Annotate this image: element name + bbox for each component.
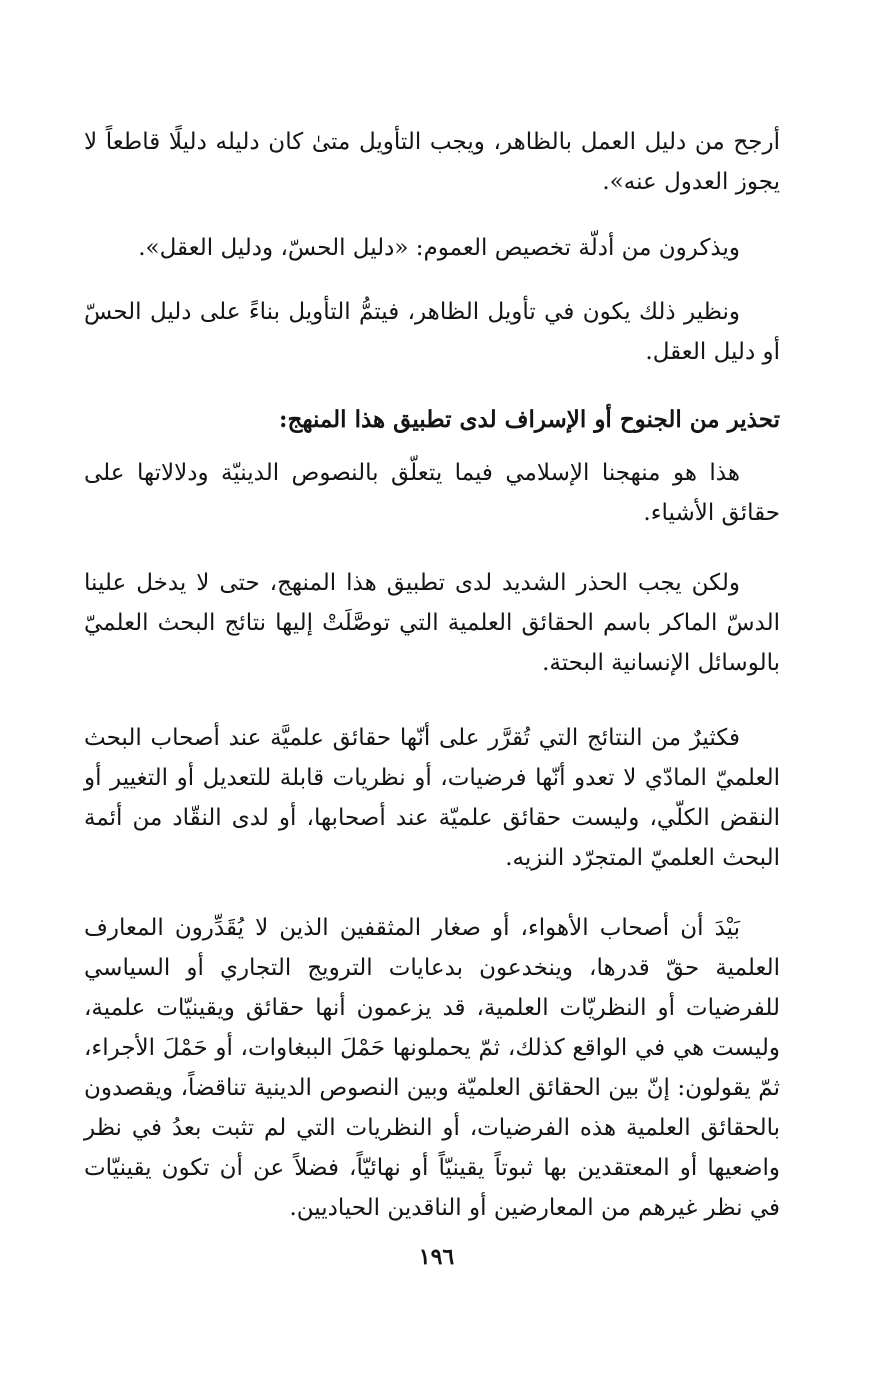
section-heading: تحذير من الجنوح أو الإسراف لدى تطبيق هذا المنهج:	[279, 406, 780, 433]
paragraph-specification-evidence: ويذكرون من أدلّة تخصيص العموم: «دليل الحسّ، ودليل العقل».	[138, 235, 740, 261]
paragraph-hypotheses: فكثيرٌ من النتائج التي تُقرَّر على أنّها حقائق علميَّة عند أصحاب البحث العلميّ المادّي لا تعدو أنّها فرضيات، أو نظريات قابلة للتعديل أو التغيير أو النقض الكلّي، وليست حقائق علميّة عند أصحابها، أو لدى النقّاد من أئمة البحث العلميّ المتجرّد النزيه.	[84, 725, 780, 871]
paragraph-caution: ولكن يجب الحذر الشديد لدى تطبيق هذا المنهج، حتى لا يدخل علينا الدسّ الماكر باسم الحقائق العلمية التي توصَّلَتْ إليها نتائج البحث العلميّ بالوسائل الإنسانية البحتة.	[84, 570, 780, 676]
paragraph-method: هذا هو منهجنا الإسلامي فيما يتعلّق بالنصوص الدينيّة ودلالاتها على حقائق الأشياء.	[84, 460, 780, 526]
paragraph-continuation: أرجح من دليل العمل بالظاهر، ويجب التأويل متىٰ كان دليله دليلًا قاطعاً لا يجوز العدول عنه».	[84, 129, 780, 195]
page-number: ١٩٦	[418, 1244, 455, 1270]
paragraph-interpretation: ونظير ذلك يكون في تأويل الظاهر، فيتمُّ التأويل بناءً على دليل الحسّ أو دليل العقل.	[84, 299, 780, 365]
paragraph-claims: بَيْدَ أن أصحاب الأهواء، أو صغار المثقفين الذين لا يُقَدِّرون المعارف العلمية حقّ قدرها، وينخدعون بدعايات الترويج التجاري أو السياسي للفرضيات أو النظريّات العلمية، قد يزعمون أنها حقائق ويقينيّات علمية، وليست هي في الواقع كذلك، ثمّ يحملونها حَمْلَ الببغاوات، أو حَمْلَ الأجراء، ثمّ يقولون: إنّ بين الحقائق العلميّة وبين النصوص الدينية تناقضاً، ويقصدون بالحقائق العلمية هذه الفرضيات، أو النظريات التي لم تثبت بعدُ في نظر واضعيها أو المعتقدين بها ثبوتاً يقينيّاً أو نهائيّاً، فضلاً عن أن تكون يقينيّات في نظر غيرهم من المعارضين أو الناقدين الحياديين.	[84, 915, 780, 1221]
